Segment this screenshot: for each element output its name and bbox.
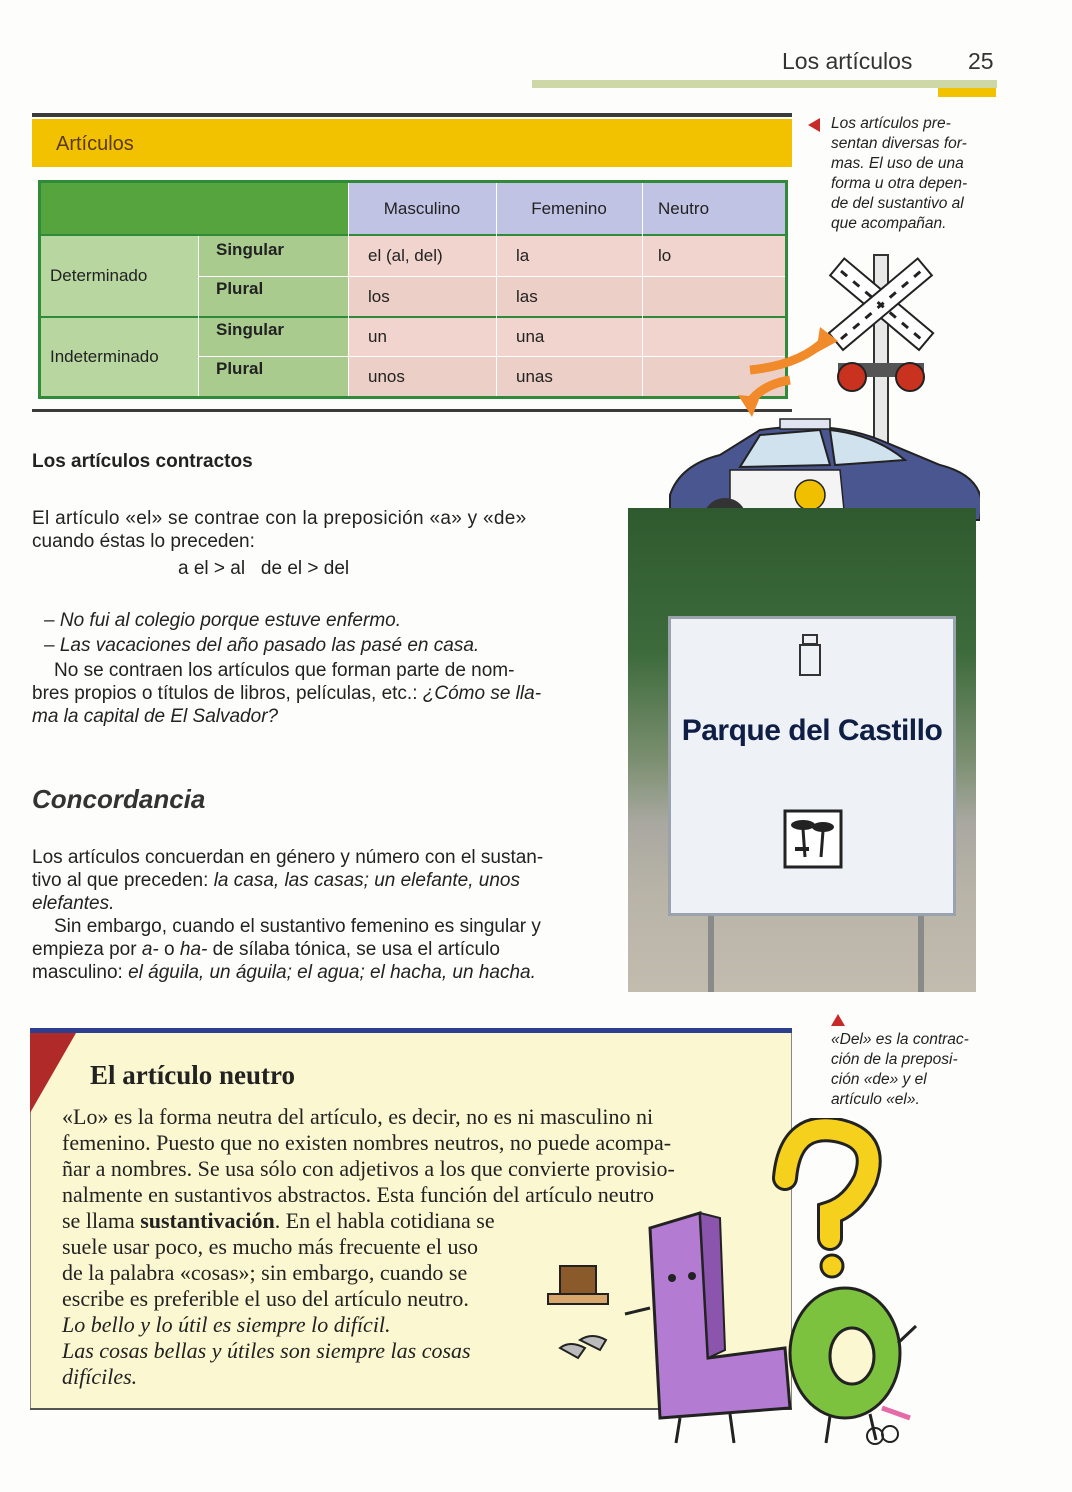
number-label: Plural [198,277,348,316]
page-number: 25 [968,48,994,74]
table-cell: la [496,236,642,276]
header-rule [532,80,997,88]
contractos-paragraph-2: No se contraen los artículos que forman parte de nom- bres propios o títulos de libros, películas, etc.: ¿Cómo se lla- ma la capital de El Salvador? [32,660,542,727]
caption-top: Los artículos pre- sentan diversas for- mas. El uso de una forma u otra depen- de del sustantivo al que acompañan. [831,115,968,232]
table-cell: unas [496,357,642,396]
table-cell: el (al, del) [348,236,496,276]
col-header: Masculino [348,183,496,234]
park-sign-photo [628,508,976,992]
group-label: Determinado [41,236,198,316]
number-label: Singular [198,318,348,356]
lo-cartoon-illustration [530,1118,970,1458]
example-line: – No fui al colegio porque estuve enfermo. [44,610,401,631]
neutro-title: El artículo neutro [90,1060,295,1090]
park-sign [668,616,956,916]
articles-header [32,119,792,167]
pointer-left-icon [808,118,820,132]
articles-title: Artículos [56,133,134,155]
heading-concordancia: Concordancia [32,784,206,814]
table-cell: lo [642,236,785,276]
table-cell: las [496,277,642,316]
table-cell: una [496,318,642,356]
table-cell: unos [348,357,496,396]
table-cell: los [348,277,496,316]
col-header: Neutro [642,183,785,234]
number-label: Plural [198,357,348,396]
page-title: Los artículos [782,48,913,74]
contractos-formula: a el > al de el > del [178,558,350,579]
park-tree-icon [783,809,843,869]
number-label: Singular [198,236,348,276]
example-line: – Las vacaciones del año pasado las pasé en casa. [44,635,480,656]
col-header: Femenino [496,183,642,234]
heading-contractos: Los artículos contractos [32,451,253,472]
contractos-paragraph: El artículo «el» se contrae con la preposición «a» y «de» cuando éstas lo preceden: [32,508,527,552]
concordancia-paragraph: Los artículos concuerdan en género y número con el sustan- tivo al que preceden: la casa, las casas; un elefante, unos elefantes. Sin embargo, cuando el sustantivo femenino es singular y empieza por a- o ha- de sílaba tónica, se usa el artículo masculino: el águila, un águila; el agua; el hacha, un hacha. [32,847,544,983]
header-accent [938,88,996,97]
pointer-up-icon [831,1014,845,1026]
sign-text: Parque del Castillo [681,714,943,747]
coat-of-arms-icon [797,633,823,677]
caption-middle: «Del» es la contrac- ción de la preposi- ción «de» y el artículo «el». [831,1031,969,1108]
neutro-corner-accent [30,1033,76,1113]
table-cell: un [348,318,496,356]
group-label: Indeterminado [41,318,198,396]
neutro-paragraph: «Lo» es la forma neutra del artículo, es decir, no es ni masculino ni femenino. Puesto que no existen nombres neutros, no puede acompa- ñar a nombres. Se usa sólo con adjetivos a los que convierte provisio- nalmente en sustantivos abstractos. Esta función del artículo neutro se llama sustantivación. En el habla cotidiana se suele usar poco, es mucho más frecuente el uso de la palabra «cosas»; sin embargo, cuando se escribe es preferible el uso del artículo neutro. Lo bello y lo útil es siempre lo difícil. Las cosas bellas y útiles son siempre las cosas difíciles. [62,1104,675,1389]
